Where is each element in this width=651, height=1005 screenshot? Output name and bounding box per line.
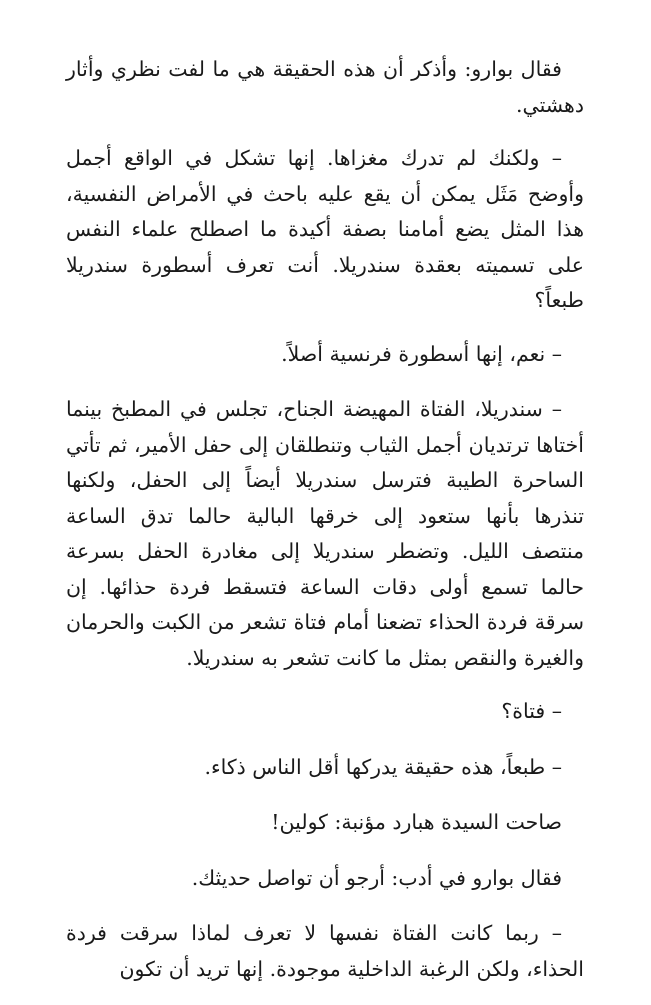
paragraph-french-legend: – نعم، إنها أسطورة فرنسية أصلاً. xyxy=(281,341,562,366)
paragraph-mrs-hubbard: صاحت السيدة هبارد مؤنبة: كولين! xyxy=(271,810,562,834)
book-page xyxy=(66,52,584,1005)
paragraph-cinderella-complex: – ولكنك لم تدرك مغزاها. إنها تشكل في الواقع أجمل وأوضح مَثَل يمكن أن يقع عليه باحث في الأمراض النفسية، هذا المثل يضع أمامنا بصفة أكيدة ما اصطلح علماء النفس على تسميته بعقدة سندريلا. أنت تعرف أسطورة سندريلا طبعاً؟ xyxy=(66,146,584,312)
paragraph-continue-please: فقال بوارو في أدب: أرجو أن تواصل حديثك. xyxy=(191,865,562,890)
paragraph-a-girl-question: – فتاة؟ xyxy=(501,699,562,723)
paragraph-of-course: – طبعاً، هذه حقيقة يدركها أقل الناس ذكاء. xyxy=(204,754,562,779)
paragraph-poirot-noticed: فقال بوارو: وأذكر أن هذه الحقيقة هي ما لفت نظري وأثار دهشتي. xyxy=(66,57,584,117)
paragraph-cinderella-story: – سندريلا، الفتاة المهيضة الجناح، تجلس في المطبخ بينما أختاها ترتديان أجمل الثياب وتنطلقان إلى حفل الأمير، ثم تأتي الساحرة الطيبة فترسل سندريلا أيضاً إلى الحفل، ولكنها تنذرها بأنها ستعود إلى خرقها البالية حالما تدق الساعة منتصف الليل. وتضطر سندريلا إلى مغادرة الحفل بسرعة حالما تسمع أولى دقات الساعة فتسقط فردة حذائها. إن سرقة فردة الحذاء تضعنا أمام فتاة تشعر من الكبت والحرمان والغيرة والنقص بمثل ما كانت تشعر به سندريلا. xyxy=(66,397,584,670)
paragraph-inner-desire: – ربما كانت الفتاة نفسها لا تعرف لماذا سرقت فردة الحذاء، ولكن الرغبة الداخلية موجودة. إنها تريد أن تكون xyxy=(66,921,584,981)
